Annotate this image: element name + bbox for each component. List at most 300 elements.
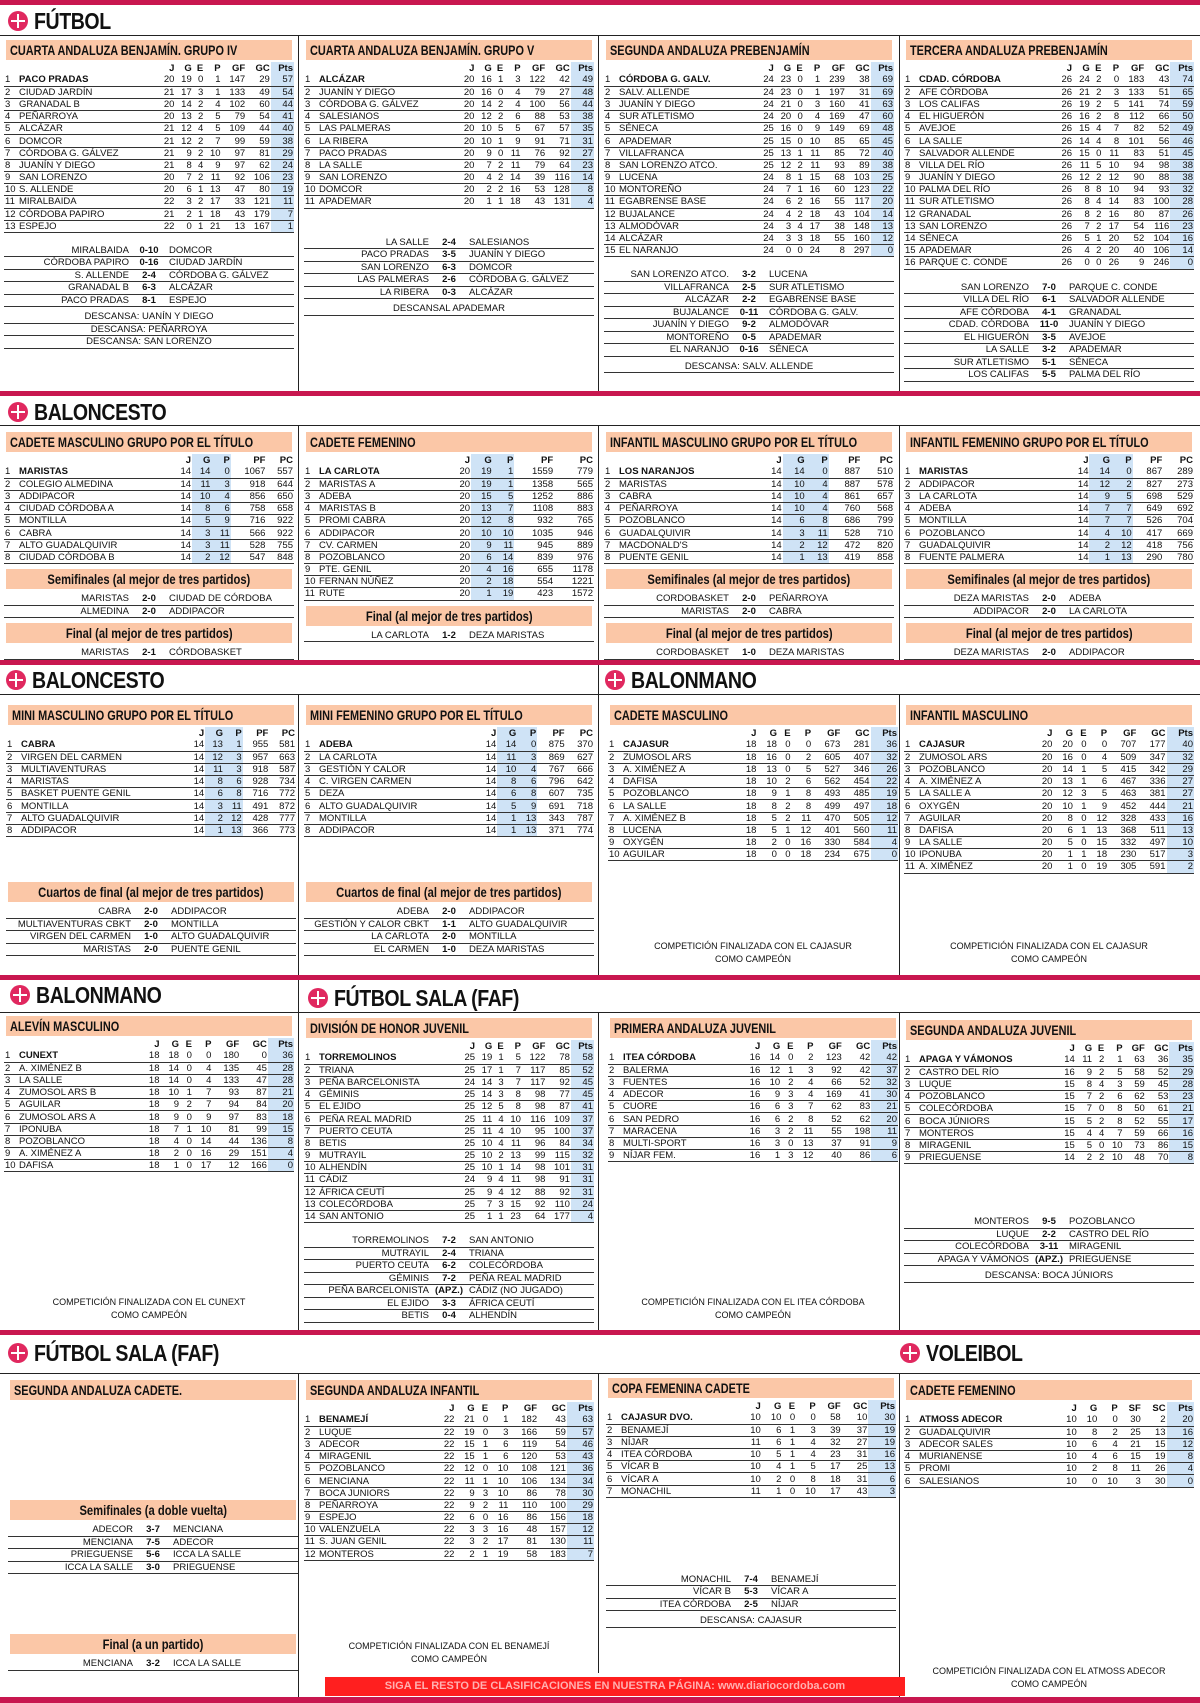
- position: 7: [608, 812, 622, 824]
- stat-cell: 104: [846, 208, 871, 220]
- position: 1: [904, 74, 918, 86]
- score: (APZ.): [435, 1285, 463, 1297]
- stat-cell: 17: [1102, 220, 1120, 232]
- table-row: [4, 1050, 294, 1062]
- stat-cell: 716: [231, 515, 267, 527]
- position: 1: [606, 1412, 620, 1424]
- stat-cell: 3: [781, 1150, 794, 1162]
- stat-cell: 4: [493, 1174, 504, 1186]
- stat-cell: 22: [435, 1487, 455, 1499]
- stat-cell: 13: [471, 503, 493, 515]
- home-team: EL HIGUERÓN: [963, 331, 1029, 343]
- stat-cell: 13: [868, 1461, 896, 1473]
- stat-cell: 37: [842, 1424, 869, 1436]
- team-name: ADEBA: [318, 490, 449, 502]
- team-name: ALTO GUADALQUIVIR: [318, 800, 477, 812]
- home-team: VILLAFRANCA: [664, 281, 729, 293]
- table-row: [304, 478, 594, 490]
- column-header: GC: [853, 1400, 868, 1412]
- position: 6: [304, 135, 318, 147]
- stat-cell: 5: [204, 111, 221, 123]
- team-name: LA CARLOTA: [918, 490, 1068, 502]
- stat-cell: 8: [175, 159, 192, 171]
- stat-cell: 100: [538, 1499, 567, 1511]
- position: 8: [904, 551, 918, 563]
- stat-cell: 15: [1142, 1438, 1167, 1450]
- stat-cell: 2: [792, 208, 804, 220]
- score: 2-5: [742, 281, 756, 293]
- team-name: AVEJOE: [918, 123, 1055, 135]
- stat-cell: 957: [243, 751, 270, 763]
- stat-cell: 4: [571, 1210, 594, 1222]
- stat-cell: 39: [522, 172, 547, 184]
- stat-cell: 17: [817, 1485, 842, 1497]
- column-header: G: [192, 454, 211, 466]
- score: 7-2: [442, 1272, 456, 1284]
- stat-cell: 2: [193, 147, 205, 159]
- position: 1: [304, 466, 318, 478]
- stat-cell: 16: [741, 1089, 761, 1101]
- match-result: [904, 1254, 1194, 1267]
- stat-cell: 2: [476, 1499, 489, 1511]
- stat-cell: 428: [243, 812, 270, 824]
- column-header: GF: [1123, 727, 1137, 739]
- stat-cell: 0: [1111, 466, 1133, 478]
- position: 7: [304, 539, 318, 551]
- stat-cell: 5: [1088, 763, 1109, 775]
- stat-cell: 13: [175, 111, 192, 123]
- position: 3: [304, 1076, 318, 1088]
- table-row: [304, 800, 594, 812]
- table-row: [904, 1463, 1194, 1475]
- position: 7: [904, 539, 918, 551]
- stat-cell: 2: [1091, 86, 1103, 98]
- stat-cell: 20: [458, 111, 475, 123]
- team-name: ÁFRICA CEUTÍ: [318, 1186, 459, 1198]
- stat-cell: 3: [455, 1524, 475, 1536]
- position: 11: [904, 196, 918, 208]
- table-row: [304, 776, 594, 788]
- stat-cell: 19: [493, 588, 515, 600]
- match-result: [8, 1549, 298, 1562]
- table-row: [4, 74, 294, 86]
- match-result: [304, 1285, 594, 1298]
- stat-cell: 20: [458, 135, 475, 147]
- panel-title: SEGUNDA ANDALUZA CADETE.: [10, 1380, 296, 1400]
- score: 3-7: [146, 1524, 160, 1535]
- stat-cell: 0: [781, 1052, 794, 1064]
- table-row: [4, 98, 294, 110]
- stat-cell: 66: [1145, 111, 1170, 123]
- stat-cell: 93: [212, 1087, 240, 1099]
- table-row: [4, 503, 294, 515]
- rest-list: [304, 303, 594, 316]
- stat-cell: 9: [161, 1111, 181, 1123]
- position: 4: [6, 776, 20, 788]
- column-header: GC: [1151, 727, 1166, 739]
- stat-cell: 9: [476, 1174, 493, 1186]
- panel-copa-femenina-cadete: [606, 1378, 896, 1628]
- home-team: PUERTO CEUTA: [355, 1260, 429, 1272]
- stat-cell: 3: [804, 98, 821, 110]
- stat-cell: 14: [477, 763, 497, 775]
- position: 1: [904, 466, 918, 478]
- stat-cell: 780: [1163, 551, 1194, 563]
- home-team: ITEA CÓRDOBA: [659, 1598, 731, 1610]
- divider: [598, 35, 599, 391]
- stat-cell: 96: [522, 1137, 546, 1149]
- stat-cell: 116: [546, 172, 571, 184]
- column-header: J: [754, 1040, 761, 1052]
- stat-cell: 528: [829, 527, 862, 539]
- stat-cell: 8: [1091, 184, 1103, 196]
- stat-cell: 3: [1102, 86, 1120, 98]
- stat-cell: 644: [266, 478, 294, 490]
- stat-cell: 1: [476, 1438, 489, 1450]
- stat-cell: 14: [1057, 1054, 1075, 1066]
- stat-cell: 3: [781, 1089, 794, 1101]
- home-team: ALCÁZAR: [685, 294, 729, 306]
- panel-cadete-femenino-basket: [304, 432, 594, 642]
- table-row: [608, 1113, 898, 1125]
- position: 8: [304, 159, 318, 171]
- stat-cell: 14: [476, 1089, 493, 1101]
- stat-cell: 17: [175, 86, 192, 98]
- position: 5: [304, 788, 318, 800]
- stat-cell: 1: [1074, 776, 1088, 788]
- round-title: Final (al mejor de tres partidos): [6, 623, 292, 643]
- stat-cell: 675: [841, 849, 870, 861]
- stat-cell: 11: [1102, 147, 1120, 159]
- stat-cell: 779: [554, 466, 594, 478]
- stat-cell: 70: [1146, 1152, 1170, 1164]
- table-row: [304, 576, 594, 588]
- team-name: CÓRDOBA G. GÁLVEZ: [318, 98, 458, 110]
- results-list: [904, 1216, 1194, 1266]
- stat-cell: 45: [871, 135, 894, 147]
- stat-cell: 20: [458, 184, 475, 196]
- divider: [0, 1373, 1200, 1374]
- position: 3: [4, 1074, 18, 1086]
- table-row: [904, 812, 1194, 824]
- score: 5-6: [146, 1549, 160, 1560]
- match-result: [604, 319, 894, 332]
- results-list: [304, 906, 594, 956]
- stat-cell: 57: [546, 123, 571, 135]
- match-result: [304, 1260, 594, 1273]
- home-team: SAN LORENZO ATCO.: [630, 269, 729, 281]
- stat-cell: 20: [449, 576, 471, 588]
- stat-cell: 20: [1053, 739, 1074, 751]
- panel-segunda-andaluza-cadete: [8, 1380, 298, 1671]
- position: 12: [4, 208, 18, 220]
- stat-cell: 0: [806, 466, 829, 478]
- stat-cell: 12: [455, 1463, 475, 1475]
- rest-team: DESCANSA: SAN LORENZO: [4, 336, 294, 349]
- stat-cell: 86: [1146, 1139, 1170, 1151]
- stat-cell: 20: [458, 159, 475, 171]
- stat-cell: 25: [459, 1162, 476, 1174]
- stat-cell: 121: [246, 196, 271, 208]
- stat-cell: 10: [475, 135, 492, 147]
- stat-cell: 94: [1120, 184, 1145, 196]
- stat-cell: 55: [814, 1125, 842, 1137]
- stat-cell: 883: [554, 503, 594, 515]
- score: 3-3: [442, 1297, 456, 1309]
- away-team: CÓRDOBA G. GÁLVEZ: [169, 269, 269, 281]
- column-header: P: [502, 1402, 509, 1414]
- table-row: [604, 245, 894, 257]
- column-header: P: [1111, 1402, 1118, 1414]
- stat-cell: 79: [222, 111, 247, 123]
- team-name: C. VIRGEN CARMEN: [318, 776, 477, 788]
- stat-cell: 92: [522, 1198, 546, 1210]
- stat-cell: 872: [269, 800, 296, 812]
- column-header: GC: [255, 62, 270, 74]
- table-row: [904, 1438, 1194, 1450]
- table-row: [304, 1101, 594, 1113]
- stat-cell: 43: [1145, 74, 1170, 86]
- stat-cell: 497: [841, 800, 870, 812]
- table-row: [304, 1414, 594, 1426]
- stat-cell: 0: [778, 739, 792, 751]
- stat-cell: 19: [471, 466, 493, 478]
- stat-cell: 887: [829, 478, 862, 490]
- team-name: COLECÓRDOBA: [318, 1198, 459, 1210]
- table-row: [4, 1160, 294, 1172]
- position: 3: [304, 1438, 318, 1450]
- table-row: [606, 1473, 896, 1485]
- stat-cell: 9: [476, 1186, 493, 1198]
- stat-cell: 1: [761, 1150, 781, 1162]
- stat-cell: 9: [504, 135, 521, 147]
- plus-icon: [8, 11, 28, 31]
- stat-cell: 2: [455, 1548, 475, 1560]
- table-row: [904, 1475, 1194, 1487]
- away-team: DOMCOR: [169, 244, 213, 256]
- stat-cell: 796: [537, 776, 565, 788]
- column-header: G: [184, 62, 192, 74]
- away-team: GRANADAL: [1069, 306, 1122, 318]
- stat-cell: 14: [477, 739, 497, 751]
- website-banner[interactable]: SIGA EL RESTO DE CLASIFICACIONES EN NUESTRA PÁGINA: www.diariocordoba.com: [325, 1677, 905, 1696]
- team-name: JUANÍN Y DIEGO: [318, 86, 458, 98]
- section-baloncesto: BALONCESTO: [8, 397, 190, 427]
- away-team: CIUDAD JARDÍN: [169, 257, 243, 269]
- stat-cell: 704: [1163, 515, 1194, 527]
- stat-cell: 11: [455, 1475, 475, 1487]
- stat-cell: 14: [1068, 551, 1090, 563]
- score: 2-0: [442, 931, 456, 942]
- match-result: [904, 319, 1194, 332]
- stat-cell: 13: [1142, 1426, 1167, 1438]
- stat-cell: 0: [1074, 812, 1088, 824]
- stat-cell: 12: [212, 1160, 240, 1172]
- team-name: IPONUBA: [918, 849, 1033, 861]
- stat-cell: 20: [1033, 776, 1054, 788]
- position: 2: [904, 751, 918, 763]
- column-header: P: [514, 62, 521, 74]
- stat-cell: 2: [1093, 1066, 1105, 1078]
- team-name: MONTILLA: [20, 800, 186, 812]
- plus-icon: [900, 1343, 920, 1363]
- table-row: [304, 1162, 594, 1174]
- stat-cell: 0: [493, 147, 505, 159]
- stat-cell: 58: [817, 1412, 842, 1424]
- stat-cell: 9: [475, 147, 492, 159]
- stat-cell: 16: [193, 1148, 213, 1160]
- match-result: [4, 647, 294, 660]
- team-name: ALTO GUADALQUIVIR: [20, 812, 186, 824]
- stat-cell: 25: [459, 1064, 476, 1076]
- column-header: J: [1069, 1042, 1075, 1054]
- stat-cell: 11: [804, 159, 821, 171]
- stat-cell: 25: [459, 1125, 476, 1137]
- team-name: AGUILAR: [918, 812, 1033, 824]
- panel-title: TERCERA ANDALUZA PREBENJAMÍN: [906, 40, 1192, 60]
- team-name: GUADALQUIVIR: [918, 539, 1068, 551]
- match-result: [604, 593, 894, 606]
- stat-cell: 10: [1098, 1475, 1119, 1487]
- home-team: MARISTAS: [81, 647, 129, 658]
- stat-cell: 15: [1057, 1115, 1075, 1127]
- column-header: G: [471, 454, 493, 466]
- stat-cell: 3: [1105, 1078, 1123, 1090]
- stat-cell: 45: [1170, 147, 1194, 159]
- team-name: VALENZUELA: [318, 1524, 435, 1536]
- stat-cell: 21: [158, 123, 175, 135]
- away-team: APADEMAR: [769, 331, 822, 343]
- rest-team: DESCANSA: BOCA JÚNIORS: [904, 1270, 1194, 1283]
- match-result: [606, 1599, 896, 1612]
- position: 9: [904, 1152, 918, 1164]
- stat-cell: 20: [1033, 788, 1054, 800]
- table-row: [604, 232, 894, 244]
- stat-cell: 58: [509, 1548, 538, 1560]
- stat-cell: 60: [821, 184, 846, 196]
- stat-cell: 45: [571, 1076, 594, 1088]
- match-result: [304, 630, 594, 643]
- position: 1: [304, 74, 318, 86]
- stat-cell: 1: [1074, 763, 1088, 775]
- table-row: [604, 98, 894, 110]
- match-result: [606, 1574, 896, 1587]
- column-header: SF: [1128, 1402, 1141, 1414]
- table-row: [604, 539, 894, 551]
- team-name: PACO PRADAS: [318, 147, 458, 159]
- stat-cell: 26: [1055, 208, 1073, 220]
- stat-cell: 43: [567, 1451, 594, 1463]
- table-row: [606, 1436, 896, 1448]
- table-row: [904, 1152, 1194, 1164]
- bottom-band: [0, 1697, 1200, 1703]
- stat-cell: 12: [794, 1150, 814, 1162]
- stat-cell: 151: [240, 1148, 268, 1160]
- stat-cell: 4: [796, 1449, 817, 1461]
- position: 8: [4, 551, 18, 563]
- stat-cell: 4: [804, 111, 821, 123]
- stat-cell: 273: [1163, 478, 1194, 490]
- stat-cell: 470: [812, 812, 841, 824]
- away-team: ICCA LA SALLE: [173, 1658, 242, 1669]
- position: 5: [608, 1101, 622, 1113]
- table-row: [304, 1475, 594, 1487]
- stat-cell: 0: [782, 1412, 796, 1424]
- stat-cell: 18: [792, 849, 813, 861]
- stat-cell: 0: [775, 245, 792, 257]
- stat-cell: 2: [175, 208, 192, 220]
- stat-cell: 29: [212, 1148, 240, 1160]
- stat-cell: 14: [1068, 503, 1090, 515]
- table-row: [4, 1099, 294, 1111]
- table-row: [4, 1111, 294, 1123]
- stat-cell: 4: [517, 763, 537, 775]
- results-list: [604, 647, 894, 660]
- stat-cell: 2: [1091, 111, 1103, 123]
- column-header: J: [1047, 727, 1053, 739]
- home-team: MENCIANA: [82, 1658, 133, 1669]
- stat-cell: 0: [792, 98, 804, 110]
- round-title: Semifinales (al mejor de tres partidos): [906, 569, 1192, 589]
- position: 4: [904, 1451, 918, 1463]
- position: 1: [904, 739, 918, 751]
- table-row: [608, 849, 898, 861]
- stat-cell: 65: [1170, 86, 1194, 98]
- away-team: BENAMEJÍ: [771, 1573, 819, 1585]
- position: 5: [608, 788, 622, 800]
- position: 2: [304, 86, 318, 98]
- stat-cell: 4: [504, 86, 521, 98]
- stat-cell: 26: [1055, 74, 1073, 86]
- stat-cell: 976: [554, 551, 594, 563]
- team-name: GÉMINIS: [318, 1089, 459, 1101]
- stat-cell: 718: [566, 800, 594, 812]
- stat-cell: 25: [459, 1113, 476, 1125]
- stat-cell: 37: [571, 1113, 594, 1125]
- position: 2: [4, 478, 18, 490]
- stat-cell: 7: [1076, 1103, 1093, 1115]
- stat-cell: 760: [829, 503, 862, 515]
- stat-cell: 20: [449, 466, 471, 478]
- column-header: J: [449, 1402, 455, 1414]
- stat-cell: 88: [522, 1186, 546, 1198]
- column-header: J: [1071, 1402, 1077, 1414]
- table-row: [608, 1064, 898, 1076]
- stat-cell: 12: [567, 1524, 594, 1536]
- position: 1: [904, 1414, 918, 1426]
- column-header: P: [807, 1040, 814, 1052]
- team-name: ADDIPACOR: [318, 824, 477, 836]
- away-team: POZOBLANCO: [1069, 1216, 1135, 1228]
- stat-cell: 27: [1167, 788, 1195, 800]
- column-header: Pts: [1167, 1402, 1194, 1414]
- table-row: [604, 196, 894, 208]
- stat-cell: 2: [476, 1536, 489, 1548]
- panel-tercera-prebenjamin: [904, 40, 1194, 382]
- match-result: [304, 931, 594, 944]
- stat-cell: 1: [493, 1162, 504, 1174]
- stat-cell: 16: [1167, 1426, 1194, 1438]
- stat-cell: 8: [775, 172, 792, 184]
- stat-cell: 18: [737, 812, 758, 824]
- stat-cell: 11: [806, 527, 829, 539]
- away-team: CÓRDOBASKET: [169, 647, 242, 658]
- position: 5: [304, 1101, 318, 1113]
- column-header: Pts: [571, 62, 594, 74]
- column-header: P: [214, 62, 221, 74]
- stat-cell: 2: [493, 159, 505, 171]
- stat-cell: 121: [538, 1463, 567, 1475]
